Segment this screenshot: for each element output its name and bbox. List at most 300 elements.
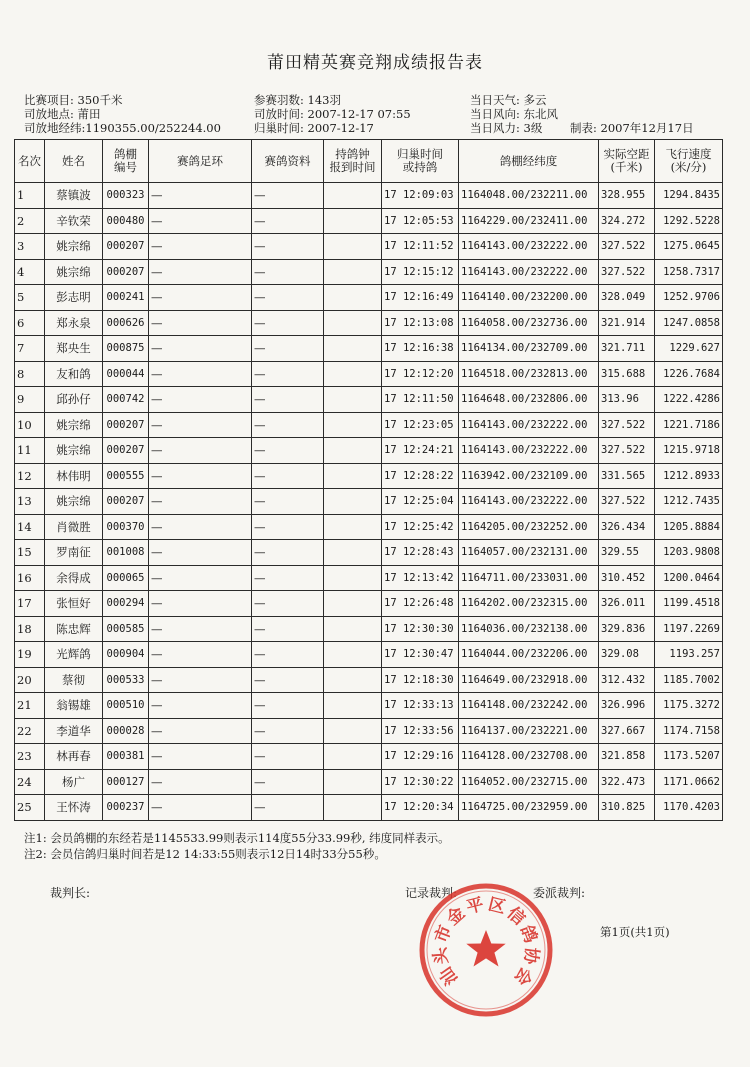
ring-cell: — bbox=[149, 565, 252, 591]
return-time-cell: 17 12:11:50 bbox=[382, 387, 459, 413]
rank-cell: 22 bbox=[15, 718, 45, 744]
speed-cell: 1292.5228 bbox=[655, 208, 723, 234]
ring-cell: — bbox=[149, 489, 252, 515]
name-cell: 杨广 bbox=[45, 769, 103, 795]
report-title: 莆田精英赛竞翔成绩报告表 bbox=[267, 53, 483, 73]
speed-cell: 1247.0858 bbox=[655, 310, 723, 336]
distance-cell: 321.914 bbox=[599, 310, 655, 336]
speed-cell: 1221.7186 bbox=[655, 412, 723, 438]
distance-cell: 312.432 bbox=[599, 667, 655, 693]
distance-cell: 331.565 bbox=[599, 463, 655, 489]
rank-cell: 14 bbox=[15, 514, 45, 540]
ring-cell: — bbox=[149, 693, 252, 719]
clock-cell bbox=[324, 183, 382, 209]
name-cell: 友和鸽 bbox=[45, 361, 103, 387]
ring-cell: — bbox=[149, 259, 252, 285]
info-cell: — bbox=[252, 667, 324, 693]
distance-cell: 327.522 bbox=[599, 234, 655, 260]
ring-cell: — bbox=[149, 412, 252, 438]
rank-cell: 4 bbox=[15, 259, 45, 285]
meta-race-item: 比赛项目: 350千米 bbox=[24, 93, 123, 107]
table-row bbox=[15, 387, 723, 413]
distance-cell: 326.996 bbox=[599, 693, 655, 719]
info-cell: — bbox=[252, 693, 324, 719]
note-1: 注1: 会员鸽棚的东经若是1145533.99则表示114度55分33.99秒, 纬度同样表示。 bbox=[24, 831, 450, 845]
speed-cell: 1212.7435 bbox=[655, 489, 723, 515]
coords-cell: 1164134.00/232709.00 bbox=[459, 336, 599, 362]
return-time-cell: 17 12:25:42 bbox=[382, 514, 459, 540]
loft-id-cell: 001008 bbox=[103, 540, 149, 566]
clock-cell bbox=[324, 438, 382, 464]
clock-cell bbox=[324, 208, 382, 234]
ring-cell: — bbox=[149, 336, 252, 362]
name-cell: 张恒好 bbox=[45, 591, 103, 617]
distance-cell: 328.955 bbox=[599, 183, 655, 209]
table-row bbox=[15, 183, 723, 209]
clock-cell bbox=[324, 489, 382, 515]
referee-signature: 裁判长: bbox=[50, 886, 91, 900]
info-cell: — bbox=[252, 642, 324, 668]
clock-cell bbox=[324, 234, 382, 260]
speed-cell: 1203.9808 bbox=[655, 540, 723, 566]
speed-cell: 1175.3272 bbox=[655, 693, 723, 719]
loft-id-cell: 000127 bbox=[103, 769, 149, 795]
table-row bbox=[15, 438, 723, 464]
table-header-row bbox=[15, 140, 723, 183]
loft-id-cell: 000207 bbox=[103, 438, 149, 464]
clock-cell bbox=[324, 463, 382, 489]
return-time-cell: 17 12:30:30 bbox=[382, 616, 459, 642]
return-time-cell: 17 12:29:16 bbox=[382, 744, 459, 770]
return-time-cell: 17 12:33:13 bbox=[382, 693, 459, 719]
rank-cell: 8 bbox=[15, 361, 45, 387]
speed-cell: 1294.8435 bbox=[655, 183, 723, 209]
clock-cell bbox=[324, 361, 382, 387]
speed-cell: 1222.4286 bbox=[655, 387, 723, 413]
distance-cell: 327.667 bbox=[599, 718, 655, 744]
info-cell: — bbox=[252, 489, 324, 515]
loft-id-cell: 000510 bbox=[103, 693, 149, 719]
info-cell: — bbox=[252, 310, 324, 336]
ring-cell: — bbox=[149, 183, 252, 209]
ring-cell: — bbox=[149, 769, 252, 795]
speed-cell: 1197.2269 bbox=[655, 616, 723, 642]
speed-cell: 1226.7684 bbox=[655, 361, 723, 387]
meta-made-date: 制表: 2007年12月17日 bbox=[570, 121, 694, 135]
coords-cell: 1164044.00/232206.00 bbox=[459, 642, 599, 668]
seal-char: 协 bbox=[519, 945, 542, 966]
speed-cell: 1215.9718 bbox=[655, 438, 723, 464]
return-time-cell: 17 12:25:04 bbox=[382, 489, 459, 515]
rank-cell: 25 bbox=[15, 795, 45, 821]
return-time-cell: 17 12:05:53 bbox=[382, 208, 459, 234]
meta-release-coords: 司放地经纬:1190355.00/252244.00 bbox=[24, 121, 221, 135]
rank-cell: 3 bbox=[15, 234, 45, 260]
clock-cell bbox=[324, 540, 382, 566]
meta-wind-direction: 当日风向: 东北风 bbox=[470, 107, 559, 121]
name-cell: 姚宗绵 bbox=[45, 489, 103, 515]
coords-cell: 1164058.00/232736.00 bbox=[459, 310, 599, 336]
coords-cell: 1164202.00/232315.00 bbox=[459, 591, 599, 617]
rank-cell: 17 bbox=[15, 591, 45, 617]
meta-release-time: 司放时间: 2007-12-17 07:55 bbox=[254, 107, 411, 121]
return-time-cell: 17 12:18:30 bbox=[382, 667, 459, 693]
clock-cell bbox=[324, 514, 382, 540]
ring-cell: — bbox=[149, 310, 252, 336]
association-seal bbox=[416, 880, 556, 1020]
ring-cell: — bbox=[149, 642, 252, 668]
ring-cell: — bbox=[149, 514, 252, 540]
table-row bbox=[15, 591, 723, 617]
return-time-cell: 17 12:23:05 bbox=[382, 412, 459, 438]
loft-id-cell: 000904 bbox=[103, 642, 149, 668]
rank-cell: 13 bbox=[15, 489, 45, 515]
clock-cell bbox=[324, 285, 382, 311]
distance-cell: 327.522 bbox=[599, 438, 655, 464]
clock-cell bbox=[324, 718, 382, 744]
coords-cell: 1164057.00/232131.00 bbox=[459, 540, 599, 566]
info-cell: — bbox=[252, 259, 324, 285]
header-coords: 鸽棚经纬度 bbox=[459, 140, 599, 183]
info-cell: — bbox=[252, 616, 324, 642]
info-cell: — bbox=[252, 285, 324, 311]
return-time-cell: 17 12:16:38 bbox=[382, 336, 459, 362]
table-row bbox=[15, 642, 723, 668]
info-cell: — bbox=[252, 183, 324, 209]
ring-cell: — bbox=[149, 361, 252, 387]
ring-cell: — bbox=[149, 744, 252, 770]
header-loft: 鸽棚 编号 bbox=[103, 140, 149, 183]
header-clock: 持鸽钟 报到时间 bbox=[324, 140, 382, 183]
distance-cell: 329.836 bbox=[599, 616, 655, 642]
table-row bbox=[15, 769, 723, 795]
return-time-cell: 17 12:33:56 bbox=[382, 718, 459, 744]
loft-id-cell: 000381 bbox=[103, 744, 149, 770]
distance-cell: 313.96 bbox=[599, 387, 655, 413]
name-cell: 郑永泉 bbox=[45, 310, 103, 336]
coords-cell: 1164143.00/232222.00 bbox=[459, 259, 599, 285]
name-cell: 姚宗绵 bbox=[45, 438, 103, 464]
distance-cell: 327.522 bbox=[599, 489, 655, 515]
table-row bbox=[15, 489, 723, 515]
loft-id-cell: 000370 bbox=[103, 514, 149, 540]
table-row bbox=[15, 540, 723, 566]
name-cell: 光辉鸽 bbox=[45, 642, 103, 668]
rank-cell: 2 bbox=[15, 208, 45, 234]
speed-cell: 1170.4203 bbox=[655, 795, 723, 821]
clock-cell bbox=[324, 591, 382, 617]
rank-cell: 5 bbox=[15, 285, 45, 311]
info-cell: — bbox=[252, 744, 324, 770]
rank-cell: 23 bbox=[15, 744, 45, 770]
ring-cell: — bbox=[149, 795, 252, 821]
info-cell: — bbox=[252, 361, 324, 387]
ring-cell: — bbox=[149, 540, 252, 566]
coords-cell: 1164725.00/232959.00 bbox=[459, 795, 599, 821]
loft-id-cell: 000533 bbox=[103, 667, 149, 693]
name-cell: 姚宗绵 bbox=[45, 259, 103, 285]
coords-cell: 1163942.00/232109.00 bbox=[459, 463, 599, 489]
info-cell: — bbox=[252, 769, 324, 795]
name-cell: 姚宗绵 bbox=[45, 234, 103, 260]
distance-cell: 328.049 bbox=[599, 285, 655, 311]
return-time-cell: 17 12:28:43 bbox=[382, 540, 459, 566]
distance-cell: 329.08 bbox=[599, 642, 655, 668]
loft-id-cell: 000294 bbox=[103, 591, 149, 617]
meta-release-place: 司放地点: 莆田 bbox=[24, 107, 101, 121]
return-time-cell: 17 12:13:08 bbox=[382, 310, 459, 336]
coords-cell: 1164143.00/232222.00 bbox=[459, 438, 599, 464]
table-row bbox=[15, 718, 723, 744]
return-time-cell: 17 12:24:21 bbox=[382, 438, 459, 464]
name-cell: 蔡镇波 bbox=[45, 183, 103, 209]
info-cell: — bbox=[252, 514, 324, 540]
table-row bbox=[15, 336, 723, 362]
name-cell: 彭志明 bbox=[45, 285, 103, 311]
clock-cell bbox=[324, 310, 382, 336]
header-distance: 实际空距 (千米) bbox=[599, 140, 655, 183]
table-row bbox=[15, 259, 723, 285]
rank-cell: 11 bbox=[15, 438, 45, 464]
rank-cell: 1 bbox=[15, 183, 45, 209]
clock-cell bbox=[324, 744, 382, 770]
distance-cell: 322.473 bbox=[599, 769, 655, 795]
ring-cell: — bbox=[149, 616, 252, 642]
clock-cell bbox=[324, 693, 382, 719]
seal-char: 金 bbox=[443, 903, 470, 930]
coords-cell: 1164518.00/232813.00 bbox=[459, 361, 599, 387]
return-time-cell: 17 12:13:42 bbox=[382, 565, 459, 591]
table-row bbox=[15, 667, 723, 693]
ring-cell: — bbox=[149, 208, 252, 234]
speed-cell: 1258.7317 bbox=[655, 259, 723, 285]
rank-cell: 15 bbox=[15, 540, 45, 566]
table-row bbox=[15, 208, 723, 234]
name-cell: 余得成 bbox=[45, 565, 103, 591]
header-name: 姓名 bbox=[45, 140, 103, 183]
loft-id-cell: 000207 bbox=[103, 259, 149, 285]
seal-char: 头 bbox=[430, 945, 453, 966]
ring-cell: — bbox=[149, 387, 252, 413]
speed-cell: 1173.5207 bbox=[655, 744, 723, 770]
meta-wind-force: 当日风力: 3级 bbox=[470, 121, 543, 135]
speed-cell: 1275.0645 bbox=[655, 234, 723, 260]
note-2: 注2: 会员信鸽归巢时间若是12 14:33:55则表示12日14时33分55秒。 bbox=[24, 847, 386, 861]
return-time-cell: 17 12:15:12 bbox=[382, 259, 459, 285]
table-row bbox=[15, 565, 723, 591]
header-rank: 名次 bbox=[15, 140, 45, 183]
return-time-cell: 17 12:16:49 bbox=[382, 285, 459, 311]
rank-cell: 7 bbox=[15, 336, 45, 362]
coords-cell: 1164140.00/232200.00 bbox=[459, 285, 599, 311]
coords-cell: 1164711.00/233031.00 bbox=[459, 565, 599, 591]
speed-cell: 1185.7002 bbox=[655, 667, 723, 693]
speed-cell: 1200.0464 bbox=[655, 565, 723, 591]
loft-id-cell: 000626 bbox=[103, 310, 149, 336]
table-row bbox=[15, 744, 723, 770]
name-cell: 陈忠辉 bbox=[45, 616, 103, 642]
coords-cell: 1164143.00/232222.00 bbox=[459, 489, 599, 515]
seal-char: 平 bbox=[464, 894, 486, 919]
name-cell: 姚宗绵 bbox=[45, 412, 103, 438]
info-cell: — bbox=[252, 208, 324, 234]
rank-cell: 16 bbox=[15, 565, 45, 591]
seal-char: 区 bbox=[486, 894, 508, 919]
distance-cell: 326.434 bbox=[599, 514, 655, 540]
clock-cell bbox=[324, 616, 382, 642]
header-ring: 赛鸽足环 bbox=[149, 140, 252, 183]
name-cell: 郑央生 bbox=[45, 336, 103, 362]
distance-cell: 321.858 bbox=[599, 744, 655, 770]
distance-cell: 310.452 bbox=[599, 565, 655, 591]
seal-char: 市 bbox=[431, 922, 457, 946]
name-cell: 翁锡雄 bbox=[45, 693, 103, 719]
return-time-cell: 17 12:20:34 bbox=[382, 795, 459, 821]
meta-return-time: 归巢时间: 2007-12-17 bbox=[254, 121, 374, 135]
speed-cell: 1252.9706 bbox=[655, 285, 723, 311]
speed-cell: 1229.627 bbox=[655, 336, 723, 362]
rank-cell: 21 bbox=[15, 693, 45, 719]
clock-cell bbox=[324, 336, 382, 362]
return-time-cell: 17 12:12:20 bbox=[382, 361, 459, 387]
header-info: 赛鸽资料 bbox=[252, 140, 324, 183]
distance-cell: 310.825 bbox=[599, 795, 655, 821]
rank-cell: 18 bbox=[15, 616, 45, 642]
return-time-cell: 17 12:26:48 bbox=[382, 591, 459, 617]
coords-cell: 1164143.00/232222.00 bbox=[459, 412, 599, 438]
seal-graphic bbox=[416, 880, 556, 1020]
ring-cell: — bbox=[149, 234, 252, 260]
info-cell: — bbox=[252, 336, 324, 362]
rank-cell: 20 bbox=[15, 667, 45, 693]
ring-cell: — bbox=[149, 667, 252, 693]
table-row bbox=[15, 234, 723, 260]
coords-cell: 1164205.00/232252.00 bbox=[459, 514, 599, 540]
loft-id-cell: 000875 bbox=[103, 336, 149, 362]
clock-cell bbox=[324, 667, 382, 693]
distance-cell: 326.011 bbox=[599, 591, 655, 617]
info-cell: — bbox=[252, 412, 324, 438]
info-cell: — bbox=[252, 438, 324, 464]
return-time-cell: 17 12:11:52 bbox=[382, 234, 459, 260]
loft-id-cell: 000585 bbox=[103, 616, 149, 642]
return-time-cell: 17 12:09:03 bbox=[382, 183, 459, 209]
rank-cell: 24 bbox=[15, 769, 45, 795]
name-cell: 王怀涛 bbox=[45, 795, 103, 821]
coords-cell: 1164036.00/232138.00 bbox=[459, 616, 599, 642]
rank-cell: 19 bbox=[15, 642, 45, 668]
star-icon bbox=[466, 930, 505, 967]
speed-cell: 1212.8933 bbox=[655, 463, 723, 489]
meta-entries: 参赛羽数: 143羽 bbox=[254, 93, 341, 107]
ring-cell: — bbox=[149, 285, 252, 311]
loft-id-cell: 000241 bbox=[103, 285, 149, 311]
meta-weather: 当日天气: 多云 bbox=[470, 93, 547, 107]
table-row bbox=[15, 412, 723, 438]
ring-cell: — bbox=[149, 438, 252, 464]
name-cell: 罗南征 bbox=[45, 540, 103, 566]
name-cell: 蔡彻 bbox=[45, 667, 103, 693]
info-cell: — bbox=[252, 795, 324, 821]
table-row bbox=[15, 514, 723, 540]
table-row bbox=[15, 463, 723, 489]
header-speed: 飞行速度 (米/分) bbox=[655, 140, 723, 183]
loft-id-cell: 000207 bbox=[103, 489, 149, 515]
name-cell: 辛钦荣 bbox=[45, 208, 103, 234]
distance-cell: 315.688 bbox=[599, 361, 655, 387]
name-cell: 李道华 bbox=[45, 718, 103, 744]
table-row bbox=[15, 616, 723, 642]
coords-cell: 1164649.00/232918.00 bbox=[459, 667, 599, 693]
clock-cell bbox=[324, 769, 382, 795]
name-cell: 林再春 bbox=[45, 744, 103, 770]
table-row bbox=[15, 693, 723, 719]
clock-cell bbox=[324, 259, 382, 285]
coords-cell: 1164648.00/232806.00 bbox=[459, 387, 599, 413]
info-cell: — bbox=[252, 463, 324, 489]
clock-cell bbox=[324, 387, 382, 413]
info-cell: — bbox=[252, 718, 324, 744]
distance-cell: 327.522 bbox=[599, 259, 655, 285]
info-cell: — bbox=[252, 540, 324, 566]
committee-signature: 委派裁判: bbox=[533, 886, 586, 900]
clock-cell bbox=[324, 412, 382, 438]
speed-cell: 1199.4518 bbox=[655, 591, 723, 617]
clock-cell bbox=[324, 565, 382, 591]
ring-cell: — bbox=[149, 463, 252, 489]
distance-cell: 329.55 bbox=[599, 540, 655, 566]
loft-id-cell: 000207 bbox=[103, 412, 149, 438]
loft-id-cell: 000480 bbox=[103, 208, 149, 234]
loft-id-cell: 000742 bbox=[103, 387, 149, 413]
loft-id-cell: 000237 bbox=[103, 795, 149, 821]
info-cell: — bbox=[252, 591, 324, 617]
seal-char: 会 bbox=[509, 963, 536, 989]
distance-cell: 321.711 bbox=[599, 336, 655, 362]
info-cell: — bbox=[252, 565, 324, 591]
coords-cell: 1164052.00/232715.00 bbox=[459, 769, 599, 795]
table-row bbox=[15, 285, 723, 311]
recorder-signature: 记录裁判: bbox=[405, 886, 458, 900]
return-time-cell: 17 12:30:47 bbox=[382, 642, 459, 668]
distance-cell: 324.272 bbox=[599, 208, 655, 234]
results-table bbox=[14, 139, 723, 821]
info-cell: — bbox=[252, 387, 324, 413]
loft-id-cell: 000323 bbox=[103, 183, 149, 209]
name-cell: 林伟明 bbox=[45, 463, 103, 489]
clock-cell bbox=[324, 795, 382, 821]
rank-cell: 6 bbox=[15, 310, 45, 336]
rank-cell: 10 bbox=[15, 412, 45, 438]
rank-cell: 9 bbox=[15, 387, 45, 413]
speed-cell: 1193.257 bbox=[655, 642, 723, 668]
coords-cell: 1164137.00/232221.00 bbox=[459, 718, 599, 744]
loft-id-cell: 000555 bbox=[103, 463, 149, 489]
seal-char: 鸽 bbox=[515, 922, 541, 946]
return-time-cell: 17 12:28:22 bbox=[382, 463, 459, 489]
loft-id-cell: 000207 bbox=[103, 234, 149, 260]
coords-cell: 1164229.00/232411.00 bbox=[459, 208, 599, 234]
loft-id-cell: 000065 bbox=[103, 565, 149, 591]
page-number: 第1页(共1页) bbox=[600, 925, 670, 939]
name-cell: 邱孙仔 bbox=[45, 387, 103, 413]
ring-cell: — bbox=[149, 718, 252, 744]
info-cell: — bbox=[252, 234, 324, 260]
coords-cell: 1164128.00/232708.00 bbox=[459, 744, 599, 770]
table-row bbox=[15, 361, 723, 387]
ring-cell: — bbox=[149, 591, 252, 617]
loft-id-cell: 000044 bbox=[103, 361, 149, 387]
